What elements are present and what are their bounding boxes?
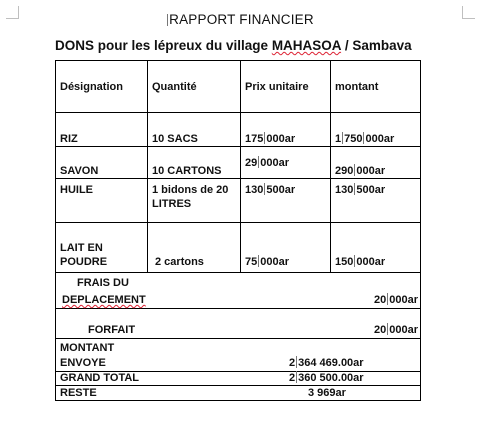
cell-prix: 75 000ar (241, 223, 331, 273)
text-cursor (167, 14, 168, 26)
forfait-amount: 20 000ar (373, 324, 418, 336)
forfait-row (56, 309, 421, 339)
frais-cell: FRAIS DU DEPLACEMENT 20 000ar (56, 273, 421, 309)
header-montant: montant (331, 61, 421, 113)
cell-designation: HUILE (56, 179, 148, 223)
cell-montant: 150 000ar (331, 223, 421, 273)
frais-row (56, 273, 421, 309)
cell-quantite: 10 CARTONS (148, 147, 241, 179)
document-title: RAPPORT FINANCIER (169, 12, 314, 27)
table-row (56, 223, 421, 273)
cell-montant: 1 750 000ar (331, 113, 421, 147)
cell-designation: RIZ (56, 113, 148, 147)
grand-total-cell: GRAND TOTAL 2 360 500.00ar (56, 372, 421, 386)
document-subtitle: DONS pour les lépreux du village MAHASOA / Sambava (55, 38, 412, 53)
header-row (56, 61, 421, 113)
text-cursor (296, 371, 297, 383)
cell-montant: 130 500ar (331, 179, 421, 223)
header-designation: Désignation (56, 61, 148, 113)
cell-quantite: 1 bidons de 20 LITRES (148, 179, 241, 223)
cell-quantite: 2 cartons (148, 223, 241, 273)
reste-row (56, 386, 421, 401)
cell-montant: 290 000ar (331, 147, 421, 179)
text-cursor (342, 132, 343, 144)
cell-prix: 130 500ar (241, 179, 331, 223)
table-row (56, 179, 421, 223)
table-row (56, 147, 421, 179)
cell-quantite: 10 SACS (148, 113, 241, 147)
cell-prix: 175 000ar (241, 113, 331, 147)
reste-cell: RESTE 3 969ar (56, 386, 421, 401)
table-row (56, 113, 421, 147)
cell-prix: 29 000ar (241, 147, 331, 179)
grand-total-amount: 2 360 500.00ar (289, 372, 364, 384)
cell-designation: SAVON (56, 147, 148, 179)
montant-envoye-amount: 2 364 469.00ar (289, 357, 364, 369)
cell-designation: LAIT EN POUDRE (56, 223, 148, 273)
frais-amount: 20 000ar (373, 294, 418, 306)
header-quantite: Quantité (148, 61, 241, 113)
forfait-cell: FORFAIT 20 000ar (56, 309, 421, 339)
montant-envoye-row (56, 339, 421, 372)
grand-total-row (56, 372, 421, 386)
header-prix-unitaire: Prix unitaire (241, 61, 331, 113)
montant-envoye-cell: MONTANT ENVOYE 2 364 469.00ar (56, 339, 421, 372)
financial-report-table (55, 60, 421, 401)
reste-amount: 3 969ar (308, 387, 346, 399)
text-cursor (296, 356, 297, 368)
